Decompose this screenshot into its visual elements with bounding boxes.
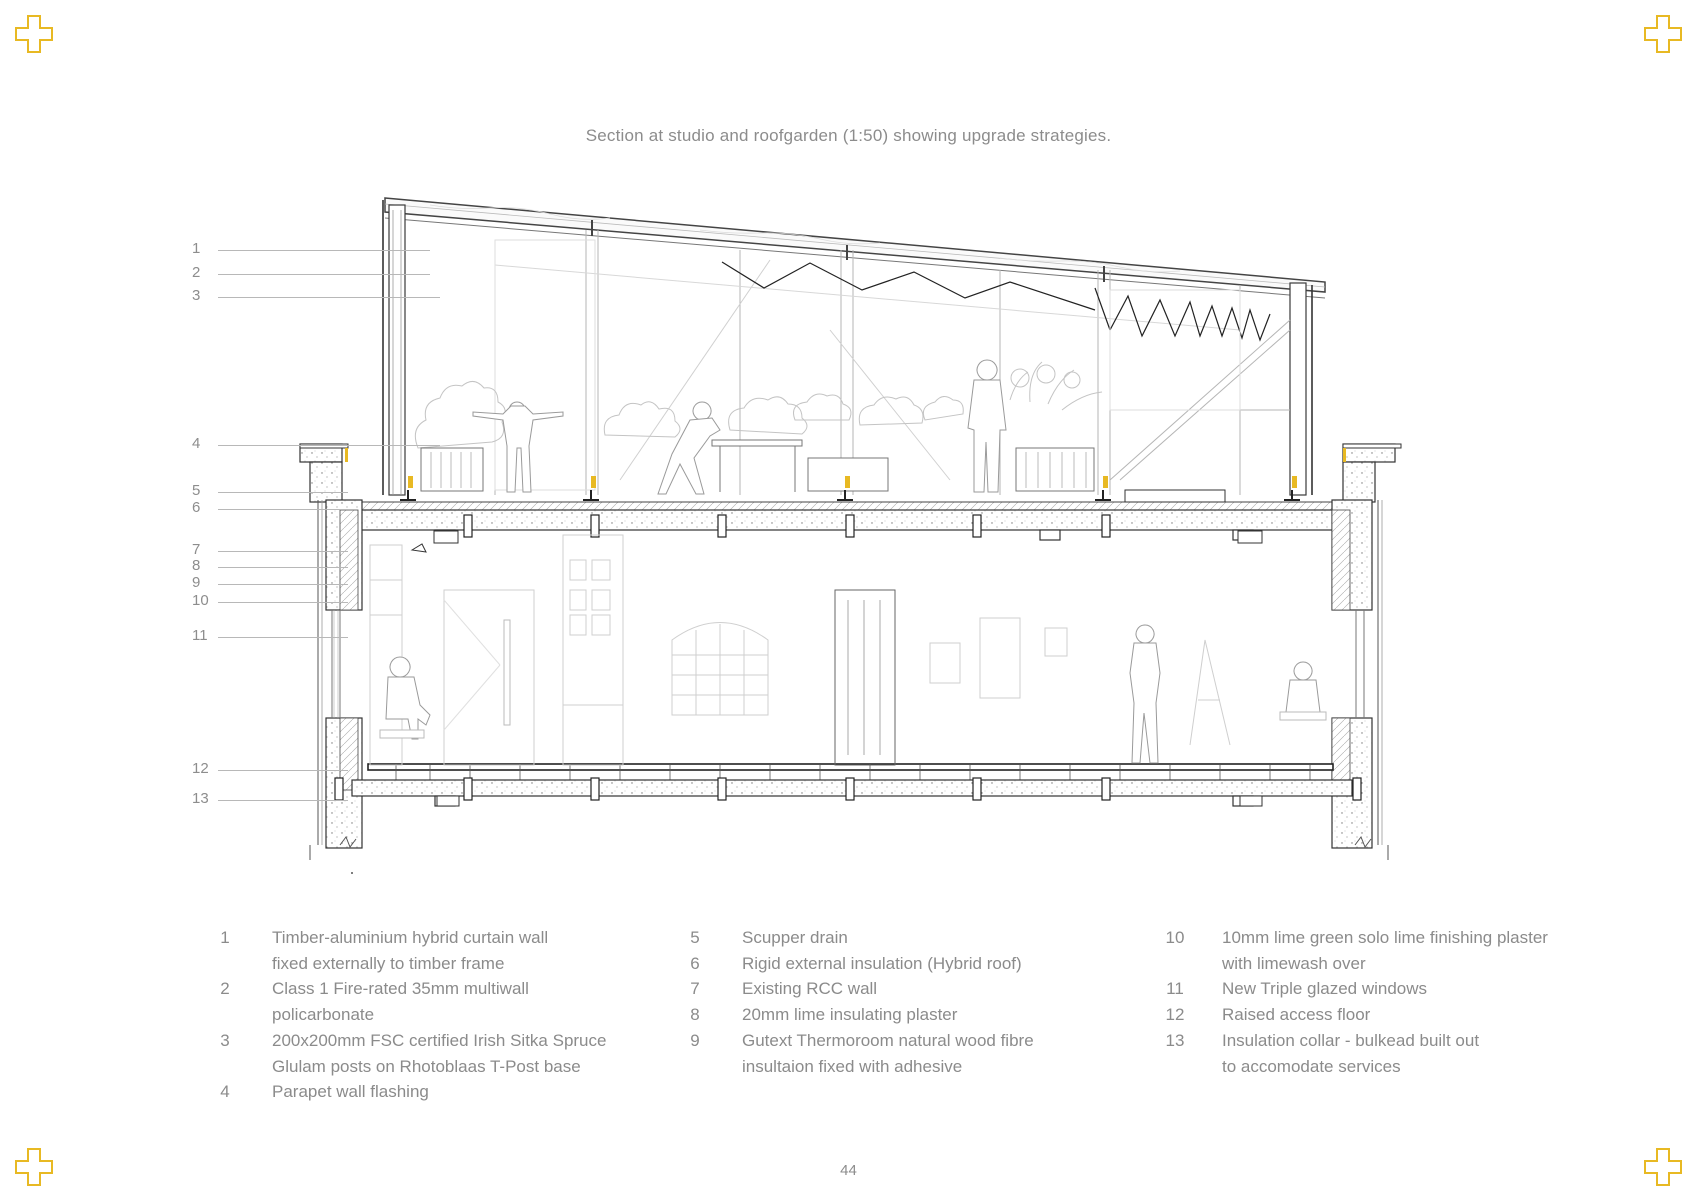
legend-item: 6 Rigid external insulation (Hybrid roof) bbox=[690, 953, 1022, 973]
callout-6: 6 bbox=[170, 509, 400, 527]
legend-item: 5 Scupper drain bbox=[690, 928, 848, 947]
page-number: 44 bbox=[840, 1162, 857, 1179]
callout-4: 4 bbox=[170, 445, 400, 463]
floor-slab bbox=[335, 764, 1361, 806]
people-studio bbox=[380, 625, 1326, 763]
right-curtain-wall bbox=[1290, 283, 1312, 495]
legend-column-2 bbox=[670, 925, 1100, 1079]
roof-structure bbox=[385, 198, 1325, 298]
callout-10: 10 bbox=[170, 602, 400, 620]
legend-item: 1 Timber-aluminium hybrid curtain wall fixed externally to timber frame bbox=[220, 928, 549, 973]
callout-5: 5 bbox=[170, 492, 400, 510]
studio-interior bbox=[370, 535, 1230, 765]
callout-12: 12 bbox=[170, 770, 400, 788]
callout-2: 2 bbox=[170, 274, 400, 292]
legend-item: 13 Insulation collar - bulkead built out to accomodate services bbox=[1165, 1030, 1480, 1076]
legend-item: 8 20mm lime insulating plaster bbox=[690, 1005, 958, 1025]
legend-item: 12 Raised access floor bbox=[1165, 1005, 1371, 1025]
callout-8: 8 bbox=[170, 567, 400, 585]
callout-7: 7 bbox=[170, 551, 400, 569]
callout-3: 3 bbox=[170, 297, 400, 315]
callout-13: 13 bbox=[170, 800, 400, 818]
legend-item: 10 10mm lime green solo lime finishing plaster with limewash over bbox=[1165, 928, 1548, 973]
legend-item: 2 Class 1 Fire-rated 35mm multiwall policarbonate bbox=[220, 979, 529, 1025]
legend-column-3 bbox=[1150, 925, 1620, 1079]
legend-item: 9 Gutext Thermoroom natural wood fibre insultaion fixed with adhesive bbox=[690, 1030, 1034, 1076]
section-title: Section at studio and roofgarden (1:50) showing upgrade strategies. bbox=[585, 126, 1112, 145]
callout-11: 11 bbox=[170, 637, 400, 655]
legend-item: 11 New Triple glazed windows bbox=[1166, 979, 1428, 999]
legend-item: 7 Existing RCC wall bbox=[690, 979, 878, 999]
callout-1: 1 bbox=[170, 250, 400, 268]
legend-item: 3 200x200mm FSC certified Irish Sitka Spruce Glulam posts on Rhotoblaas T-Post base bbox=[220, 1030, 607, 1076]
callout-9: 9 bbox=[170, 584, 400, 602]
legend-item: 4 Parapet wall flashing bbox=[220, 1082, 429, 1102]
legend-column-1 bbox=[200, 925, 670, 1105]
callout-list bbox=[170, 0, 400, 900]
